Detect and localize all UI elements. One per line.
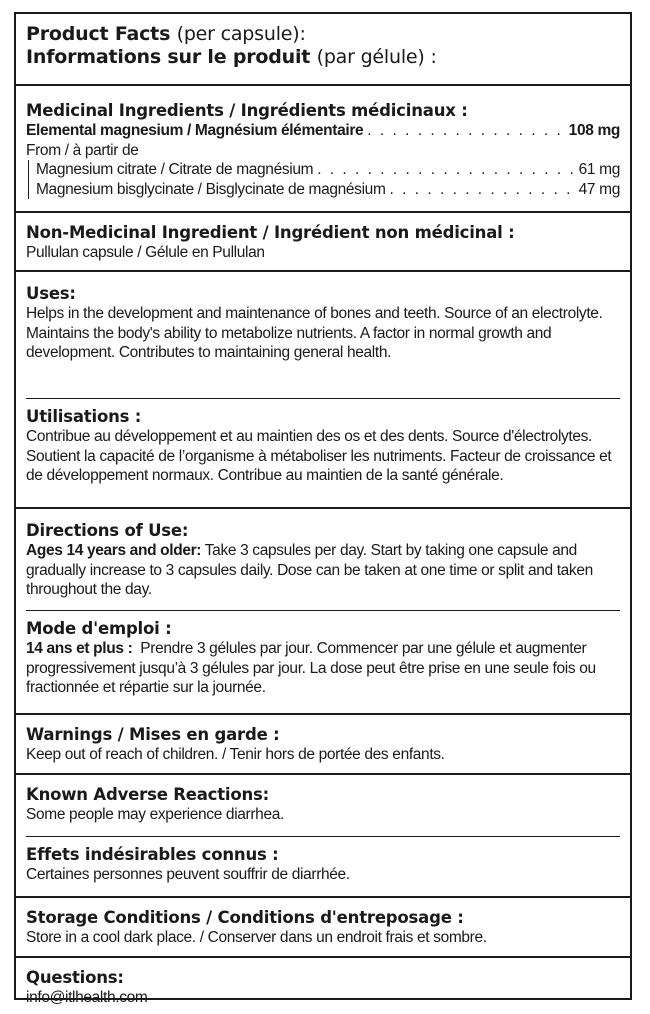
uses-block [26,284,620,398]
warnings-text: Keep out of reach of children. / Tenir hors de portée des enfants. [26,746,445,763]
storage-heading: Storage Conditions / Conditions d'entreposage : [26,908,464,927]
facts-header-section [16,14,630,86]
non-medicinal-section [16,213,630,272]
leader-dots [367,121,564,141]
ingredient-row [36,180,620,200]
non-medicinal-heading: Non-Medicinal Ingredient / Ingrédient non médicinal : [26,223,515,242]
ingredient-amount: 61 mg [578,161,620,178]
mode-emploi-block [26,610,620,698]
facts-title-fr-qualifier: (par gélule) : [316,46,437,68]
utilisations-text: Contribue au développement et au maintien des os et des dents. Source d'électrolytes. Soutient la capacité de l’organisme à métaboliser les nutriments. Facteur de croissance et de développement normaux. Contribue au maintien de la santé générale. [26,428,612,484]
ingredient-name: Magnesium bisglycinate / Bisglycinate de magnésium [36,180,386,198]
directions-lead: Ages 14 years and older: [26,542,202,559]
adverse-en-text: Some people may experience diarrhea. [26,806,284,823]
adverse-fr-block [26,836,620,885]
uses-section [16,272,630,509]
questions-section [16,958,630,1008]
mode-emploi-heading: Mode d'emploi : [26,619,172,638]
mode-emploi-lead: 14 ans et plus : [26,640,133,657]
ingredient-row [36,160,620,180]
facts-title-fr-line [26,46,620,69]
product-facts-label [14,12,632,1006]
adverse-fr-heading: Effets indésirables connus : [26,845,279,864]
adverse-fr-text: Certaines personnes peuvent souffrir de diarrhée. [26,866,350,883]
mode-emploi-text: Prendre 3 gélules par jour. Commencer par une gélule et augmenter progressivement jusqu’à 3 gélules par jour. La dose peut être prise en une seule fois ou fractionnée et répartie sur la journée. [26,640,600,696]
facts-title-fr: Informations sur le produit [26,46,311,68]
source-ingredients-bracket [28,160,620,199]
facts-title-en-line [26,23,620,46]
storage-section [16,898,630,958]
directions-block [26,521,620,610]
adverse-en-heading: Known Adverse Reactions: [26,785,270,804]
leader-dots [317,160,574,180]
mode-emploi-text-block [26,639,620,698]
elemental-magnesium-amount: 108 mg [568,122,620,139]
questions-email: info@itlhealth.com [26,989,148,1006]
utilisations-block [26,398,620,486]
directions-text: Take 3 capsules per day. Start by taking one capsule and gradually increase to 3 capsules daily. Dose can be taken at one time or split and taken throughout the day. [26,542,593,598]
warnings-heading: Warnings / Mises en garde : [26,725,280,744]
storage-text: Store in a cool dark place. / Conserver dans un endroit frais et sombre. [26,929,487,946]
ingredient-amount: 47 mg [578,180,620,198]
uses-heading: Uses: [26,284,76,303]
medicinal-heading: Medicinal Ingredients / Ingrédients médicinaux : [26,101,468,120]
ingredient-name: Magnesium citrate / Citrate de magnésium [36,161,314,178]
adverse-en-block [26,785,620,836]
utilisations-heading: Utilisations : [26,407,142,426]
non-medicinal-text: Pullulan capsule / Gélule en Pullulan [26,244,265,261]
elemental-magnesium-label: Elemental magnesium / Magnésium élémentaire [26,122,364,139]
medicinal-ingredients-section [16,86,630,213]
questions-heading: Questions: [26,968,124,987]
leader-dots [390,180,575,200]
warnings-section [16,715,630,775]
adverse-reactions-section [16,775,630,898]
directions-section [16,509,630,715]
elemental-magnesium-row [26,121,620,141]
directions-heading: Directions of Use: [26,521,189,540]
directions-text-block [26,541,620,600]
facts-title-en-qualifier: (per capsule): [176,23,306,45]
uses-text: Helps in the development and maintenance of bones and teeth. Source of an electrolyte. Maintains the body's ability to metabolize nutrients. A factor in normal growth and development. Contributes to maintaining general health. [26,305,603,361]
from-label: From / à partir de [26,141,139,159]
facts-title-en: Product Facts [26,23,171,45]
